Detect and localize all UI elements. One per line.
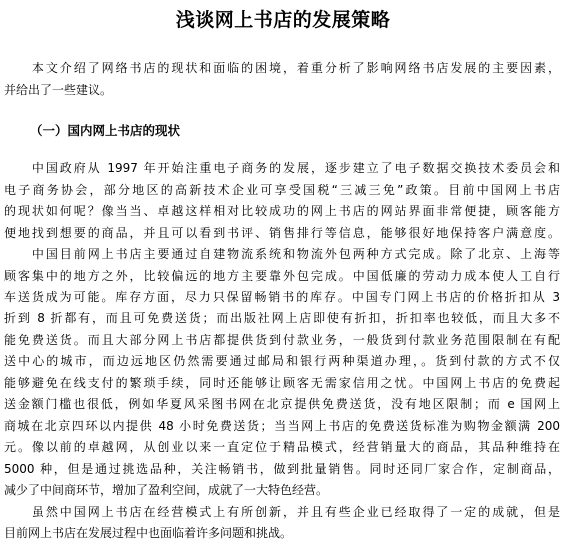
paragraph-line: 车送货成为可能。库存方面，尽力只保留畅销书的库存。中国专门网上书店的价格折扣从 3 xyxy=(4,290,560,304)
abstract-line: 本文介绍了网络书店的现状和面临的困境，着重分析了影响网络书店发展的主要因素， xyxy=(4,61,560,75)
paragraph-line: 目前网上书店在发展过程中也面临着许多问题和挑战。 xyxy=(4,526,293,540)
paragraph-line: 电子商务协会，部分地区的高新技术企业可享受国税“三减三免”政策。目前中国网上书店 xyxy=(4,183,560,197)
paragraph-line: 送中心的城市，而边远地区仍然需要通过邮局和银行两种渠道办理，。货到付款的方式不仅 xyxy=(4,354,560,368)
paragraph-line: 折到 8 折都有，而且可免费送货；而出版社网上店即使有折扣，折扣率也较低，而且大多不 xyxy=(4,311,560,325)
paragraph-line: 虽然中国网上书店在经营模式上有所创新，并且有些企业已经取得了一定的成就，但是 xyxy=(4,505,560,519)
paragraph-line: 能够避免在线支付的繁琐手续，同时还能够让顾客无需家信用之忧。中国网上书店的免费起 xyxy=(4,376,560,390)
section-heading: （一）国内网上书店的现状 xyxy=(30,123,181,138)
paragraph-line: 5000 种，但是通过挑选品种，关注畅销书，做到批量销售。同时还同厂家合作，定制商品， xyxy=(4,462,560,476)
paragraph-line: 商城在北京四环以内提供 48 小时免费送货；当当网上书店的免费送货标准为购物金额满 200 xyxy=(4,419,560,433)
paragraph-line: 顾客集中的地方之外，比较偏远的地方主要靠外包完成。中国低廉的劳动力成本使人工自行 xyxy=(4,269,560,283)
paragraph-line: 便地找到想要的商品，并且可以看到书评、销售排行等信息，能够很好地保持客户满意度。 xyxy=(4,226,560,240)
paragraph-line: 元。像以前的卓越网，从创业以来一直定位于精品模式，经营销量大的商品，其品种维持在 xyxy=(4,440,560,454)
paragraph-line: 中国目前网上书店主要通过自建物流系统和物流外包两种方式完成。除了北京、上海等 xyxy=(4,247,560,261)
paragraph-line: 减少了中间商环节，增加了盈利空间，成就了一大特色经营。 xyxy=(4,483,329,497)
abstract-line: 并给出了一些建议。 xyxy=(4,83,113,97)
paragraph-line: 送金额门槛也很低，例如华夏风采图书网在北京提供免费送货，没有地区限制；而 e 国网上 xyxy=(4,397,560,411)
paragraph-line: 能免费送货。而且大部分网上书店都提供货到付款业务，一般货到付款业务范围限制在有配 xyxy=(4,333,560,347)
paragraph-line: 中国政府从 1997 年开始注重电子商务的发展，逐步建立了电子数据交换技术委员会和 xyxy=(4,161,560,175)
paragraph-line: 的现状如何呢？像当当、卓越这样相对比较成功的网上书店的网站界面非常便捷，顾客能方 xyxy=(4,204,560,218)
document-title: 浅谈网上书店的发展策略 xyxy=(175,9,391,31)
